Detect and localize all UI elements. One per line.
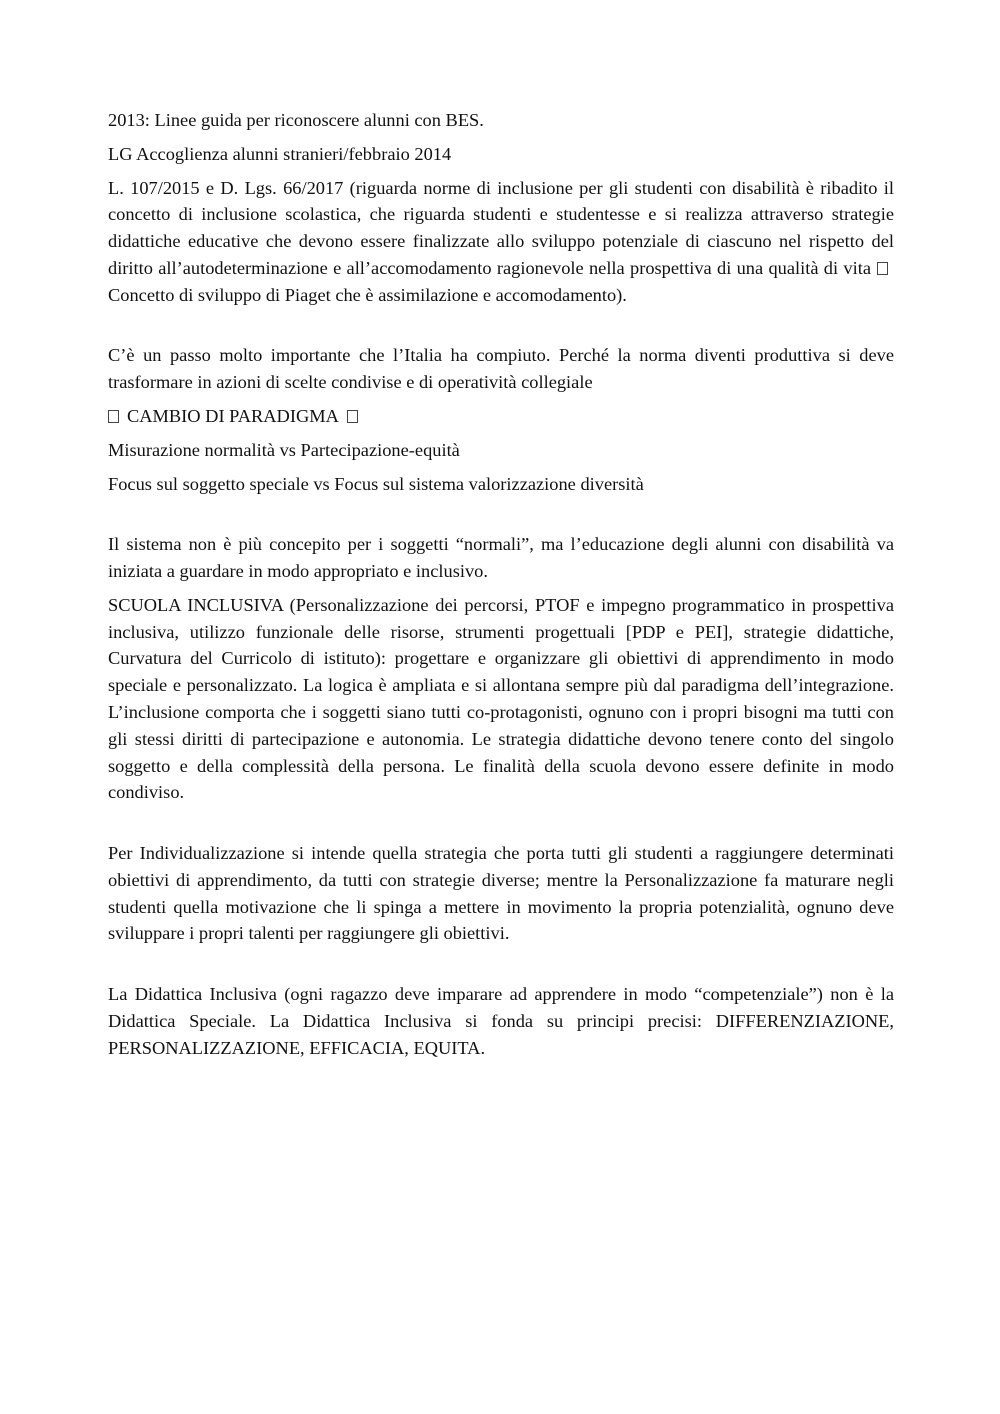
missing-glyph-icon (877, 262, 888, 275)
paragraph-law-107 (108, 175, 894, 309)
paragraph-measurement: Misurazione normalità vs Partecipazione-equità (108, 439, 460, 460)
document-page (108, 107, 894, 1068)
paragraph-system: Il sistema non è più concepito per i soggetti “normali”, ma l’educazione degli alunni con disabilità va iniziata a guardare in modo appropriato e inclusivo. (108, 534, 894, 581)
missing-glyph-icon (347, 410, 358, 423)
paragraph-spacer (108, 504, 894, 531)
missing-glyph-icon (108, 410, 119, 423)
paradigm-heading: CAMBIO DI PARADIGMA (127, 405, 339, 426)
paragraph-bes-guidelines: 2013: Linee guida per riconoscere alunni con BES. (108, 110, 484, 130)
paragraph-italy-step: C’è un passo molto importante che l’Italia ha compiuto. Perché la norma diventi produttiva si deve trasformare in azioni di scelte condivise e di operatività collegiale (108, 345, 894, 393)
paragraph-inclusive-didactics: La Didattica Inclusiva (ogni ragazzo deve imparare ad apprendere in modo “competenziale”) non è la Didattica Speciale. La Didattica Inclusiva si fonda su principi precisi: DIFFERENZIAZIONE, PERSONALIZZAZIONE, EFFICACIA, EQUITA. (108, 983, 894, 1058)
paragraph-law-107-text: L. 107/2015 e D. Lgs. 66/2017 (riguarda norme di inclusione per gli studenti con disabilità è ribadito il concetto di inclusione scolastica, che riguarda studenti e studentesse e si realizza attraverso strategie didattiche educative che devono essere finalizzate allo sviluppo potenziale di ciascuno nel rispetto del diritto all’autodeterminazione e all’accomodamento ragionevole nella prospettiva di una qualità di vita (108, 177, 894, 278)
paragraph-law-107-piaget: Concetto di sviluppo di Piaget che è assimilazione e accomodamento). (108, 284, 627, 305)
paragraph-paradigm-change (108, 403, 894, 430)
paragraph-spacer (108, 813, 894, 840)
paragraph-spacer (108, 316, 894, 343)
paragraph-spacer (108, 954, 894, 981)
paragraph-focus: Focus sul soggetto speciale vs Focus sul sistema valorizzazione diversità (108, 473, 644, 494)
paragraph-inclusive-school: SCUOLA INCLUSIVA (Personalizzazione dei percorsi, PTOF e impegno programmatico in prospettiva inclusiva, utilizzo funzionale delle risorse, strumenti progettuali [PDP e PEI], strategie didattiche, Curvatura del Curricolo di istituto): progettare e organizzare gli obiettivi di apprendimento in modo speciale e personalizzato. La logica è ampliata e si allontana sempre più dal paradigma dell’integrazione. L’inclusione comporta che i soggetti siano tutti co-protagonisti, ognuno con i propri bisogni ma tutti con gli stessi diritti di partecipazione e autonomia. Le strategia didattiche devono tenere conto del singolo soggetto e della complessità della persona. Le finalità della scuola devono essere definite in modo condiviso. (108, 594, 894, 803)
paragraph-individualization: Per Individualizzazione si intende quella strategia che porta tutti gli studenti a raggiungere determinati obiettivi di apprendimento, da tutti con strategie diverse; mentre la Personalizzazione fa maturare negli studenti quella motivazione che li spinga a mettere in movimento la propria potenzialità, ognuno deve sviluppare i propri talenti per raggiungere gli obiettivi. (108, 842, 894, 944)
paragraph-foreign-students: LG Accoglienza alunni stranieri/febbraio 2014 (108, 143, 452, 164)
